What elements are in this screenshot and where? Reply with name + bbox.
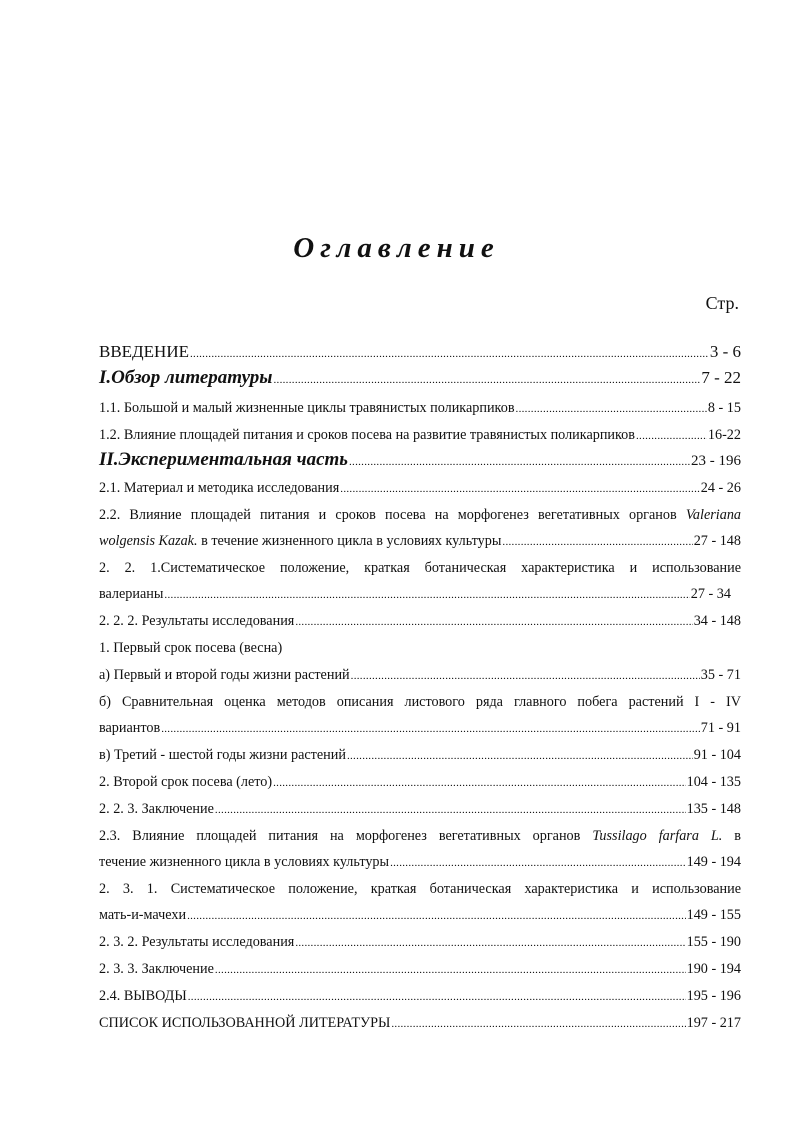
dot-leader xyxy=(188,988,686,1006)
toc-entry-title: 1.2. Влияние площадей питания и сроков посева на развитие травянистых поликарпиков xyxy=(99,427,635,443)
toc-entry-title: ВВЕДЕНИЕ xyxy=(99,342,189,361)
dot-leader xyxy=(215,801,686,819)
toc-entry-title: 1.1. Большой и малый жизненные циклы травянистых поликарпиков xyxy=(99,400,515,416)
toc-entry-title: II.Экспериментальная часть xyxy=(99,449,348,470)
toc-entry-title: СПИСОК ИСПОЛЬЗОВАННОЙ ЛИТЕРАТУРЫ xyxy=(99,1015,391,1031)
dot-leader xyxy=(164,586,689,604)
toc-entry-line1[interactable]: б) Сравнительная оценка методов описания листового ряда главного побега растений I - IV xyxy=(99,694,741,710)
toc-entry[interactable] xyxy=(99,933,741,952)
toc-entry-line1[interactable]: 2. 3. 1. Систематическое положение, краткая ботаническая характеристика и использование xyxy=(99,881,741,897)
toc-entry[interactable] xyxy=(99,987,741,1006)
toc-entry-pages: 149 - 194 xyxy=(686,854,741,870)
toc-entry-pages: 190 - 194 xyxy=(686,961,741,977)
toc-entry-line2[interactable]: мать-и-мачехи ..... 149 - 155 xyxy=(99,906,741,925)
dot-leader xyxy=(347,747,693,765)
toc-entry-pages: 23 - 196 xyxy=(691,453,741,469)
toc-entry-pages: 195 - 196 xyxy=(686,988,741,1004)
toc-entry-pages: 27 - 34 xyxy=(690,586,731,602)
toc-entry-pages: 155 - 190 xyxy=(686,934,741,950)
toc-entry-title: а) Первый и второй годы жизни растений xyxy=(99,667,350,683)
toc-entry-title: 2. 2. 2. Результаты исследования xyxy=(99,613,295,629)
dot-leader xyxy=(636,427,707,445)
dot-leader xyxy=(161,720,700,738)
toc-entry-pages: 35 - 71 xyxy=(700,667,741,683)
toc-entry-pages: 91 - 104 xyxy=(693,747,741,763)
toc-entry-line2[interactable]: wolgensis Kazak. в течение жизненного цикла в условиях культуры ..... 27 - 148 xyxy=(99,532,741,551)
toc-entry-line1[interactable]: 2.2. Влияние площадей питания и сроков посева на морфогенез вегетативных органов Valeriana xyxy=(99,507,742,523)
species-name: Tussilago farfara L. xyxy=(592,828,723,844)
toc-entry-line2[interactable]: валерианы ..... 27 - 34 xyxy=(99,585,741,604)
toc-entry-title: 2.4. ВЫВОДЫ xyxy=(99,988,187,1004)
toc-entry-pages: 34 - 148 xyxy=(693,613,741,629)
toc-entry-pages: 71 - 91 xyxy=(700,720,741,736)
dot-leader xyxy=(502,533,692,551)
toc-entry[interactable] xyxy=(99,426,741,445)
toc-entry-pages: 8 - 15 xyxy=(707,400,741,416)
toc-entry[interactable] xyxy=(99,479,741,498)
toc-entry-pages: 27 - 148 xyxy=(693,533,741,549)
dot-leader xyxy=(295,934,685,952)
dot-leader xyxy=(187,907,686,925)
toc-entry[interactable] xyxy=(99,612,741,631)
toc-entry-pages: 3 - 6 xyxy=(709,342,741,361)
toc-entry[interactable] xyxy=(99,746,741,765)
species-name: Valeriana xyxy=(685,507,742,523)
toc-entry-bibliography[interactable] xyxy=(99,1014,741,1033)
toc-entry-pages: 149 - 155 xyxy=(686,907,741,923)
toc-entry-title: 2. 3. 3. Заключение xyxy=(99,961,214,977)
dot-leader xyxy=(273,774,686,792)
dot-leader xyxy=(215,961,686,979)
dot-leader xyxy=(273,371,700,389)
toc-entry[interactable] xyxy=(99,666,741,685)
toc-entry-title: I.Обзор литературы xyxy=(99,367,273,388)
toc-entry-pages: 7 - 22 xyxy=(701,368,741,387)
toc-entry[interactable] xyxy=(99,960,741,979)
dot-leader xyxy=(351,667,700,685)
dot-leader xyxy=(390,854,686,872)
toc-entry-line1[interactable]: 2. 2. 1.Систематическое положение, краткая ботаническая характеристика и использование xyxy=(99,560,741,576)
toc-entry-line2[interactable]: вариантов ..... 71 - 91 xyxy=(99,719,741,738)
toc-entry[interactable] xyxy=(99,800,741,819)
toc-entry[interactable] xyxy=(99,399,741,418)
toc-entry-title: в) Третий - шестой годы жизни растений xyxy=(99,747,346,763)
toc-entry-pages: 24 - 26 xyxy=(700,480,741,496)
toc-entry-pages: 197 - 217 xyxy=(686,1015,741,1031)
page-column-label: Стр. xyxy=(705,293,739,313)
toc-entry-title: 2. 2. 3. Заключение xyxy=(99,801,214,817)
species-name: wolgensis Kazak. xyxy=(99,533,198,549)
toc-subheading[interactable]: 1. Первый срок посева (весна) xyxy=(99,640,283,656)
dot-leader xyxy=(340,480,700,498)
toc-entry-introduction[interactable] xyxy=(99,343,741,363)
toc-entry[interactable] xyxy=(99,773,741,792)
toc-entry-line2[interactable]: течение жизненного цикла в условиях культуры ..... 149 - 194 xyxy=(99,853,741,872)
toc-entry-pages: 135 - 148 xyxy=(686,801,741,817)
toc-entry-title: 2.1. Материал и методика исследования xyxy=(99,480,340,496)
dot-leader xyxy=(391,1015,685,1033)
dot-leader xyxy=(295,613,692,631)
dot-leader xyxy=(349,453,690,471)
toc-entry-line1[interactable]: 2.3. Влияние площадей питания на морфогенез вегетативных органов Tussilago farfara L. в xyxy=(99,828,741,844)
toc-entry-title: 2. Второй срок посева (лето) xyxy=(99,774,273,790)
page-title: Оглавление xyxy=(293,232,500,264)
dot-leader xyxy=(190,345,709,363)
toc-entry-title: 2. 3. 2. Результаты исследования xyxy=(99,934,295,950)
toc-entry-pages: 104 - 135 xyxy=(686,774,741,790)
toc-entry-pages: 16-22 xyxy=(707,427,741,443)
dot-leader xyxy=(516,400,707,418)
toc-section-literature-review[interactable] xyxy=(99,369,741,389)
toc-section-experimental[interactable] xyxy=(99,451,741,471)
